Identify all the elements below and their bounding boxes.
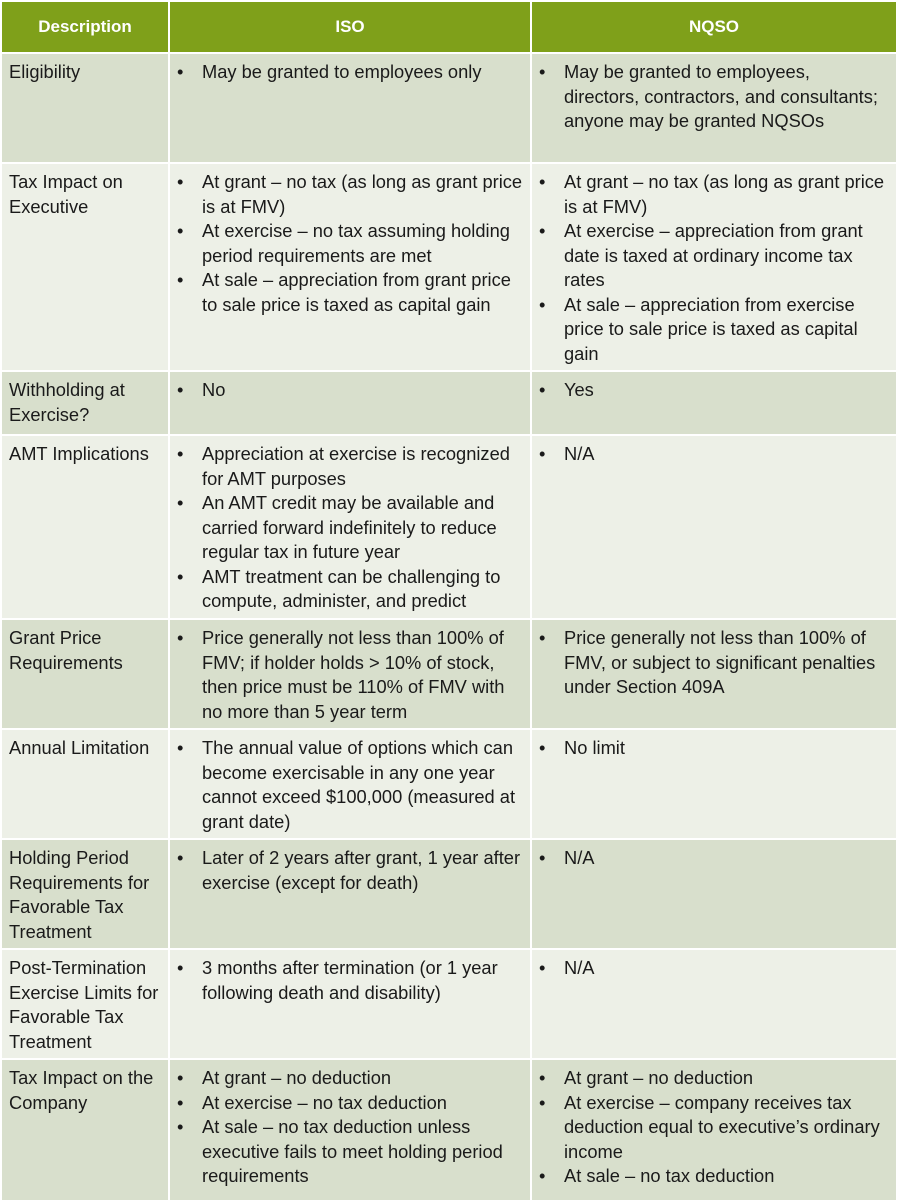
iso-bullet-list <box>177 1066 524 1189</box>
nqso-bullet-list <box>539 442 890 467</box>
cell-iso <box>169 949 531 1059</box>
bullet-item: • At grant – no deduction <box>539 1066 890 1091</box>
bullet-item: • An AMT credit may be available and carried forward indefinitely to reduce regular tax in future year <box>177 491 524 565</box>
cell-iso <box>169 1059 531 1201</box>
row-description: Annual Limitation <box>1 729 169 839</box>
nqso-bullet-list <box>539 1066 890 1189</box>
bullet-item: • Price generally not less than 100% of FMV, or subject to significant penalties under Section 409A <box>539 626 890 700</box>
iso-bullet-list <box>177 170 524 317</box>
cell-nqso <box>531 53 897 163</box>
table-row <box>1 949 897 1059</box>
table-row <box>1 163 897 371</box>
bullet-item: • At sale – appreciation from exercise price to sale price is taxed as capital gain <box>539 293 890 367</box>
header-iso: ISO <box>169 1 531 53</box>
bullet-item: • At grant – no tax (as long as grant price is at FMV) <box>539 170 890 219</box>
table-row <box>1 371 897 435</box>
cell-nqso <box>531 839 897 949</box>
header-nqso: NQSO <box>531 1 897 53</box>
header-description: Description <box>1 1 169 53</box>
table-row <box>1 729 897 839</box>
bullet-item: • No limit <box>539 736 890 761</box>
table-body <box>1 53 897 1201</box>
row-description: Withholding at Exercise? <box>1 371 169 435</box>
iso-bullet-list <box>177 60 524 85</box>
bullet-item: • N/A <box>539 956 890 981</box>
table-row <box>1 619 897 729</box>
cell-iso <box>169 435 531 619</box>
iso-bullet-list <box>177 378 524 403</box>
bullet-item: • At exercise – no tax assuming holding period requirements are met <box>177 219 524 268</box>
row-description: Eligibility <box>1 53 169 163</box>
bullet-item: • Appreciation at exercise is recognized for AMT purposes <box>177 442 524 491</box>
bullet-item: • No <box>177 378 524 403</box>
bullet-item: • At exercise – company receives tax deduction equal to executive’s ordinary income <box>539 1091 890 1165</box>
bullet-item: • At sale – no tax deduction unless executive fails to meet holding period requirements <box>177 1115 524 1189</box>
bullet-item: • At exercise – no tax deduction <box>177 1091 524 1116</box>
nqso-bullet-list <box>539 736 890 761</box>
nqso-bullet-list <box>539 846 890 871</box>
cell-nqso <box>531 371 897 435</box>
bullet-item: • At grant – no tax (as long as grant price is at FMV) <box>177 170 524 219</box>
header-row <box>1 1 897 53</box>
cell-iso <box>169 729 531 839</box>
bullet-item: • N/A <box>539 846 890 871</box>
row-description: AMT Implications <box>1 435 169 619</box>
bullet-item: • At sale – no tax deduction <box>539 1164 890 1189</box>
cell-iso <box>169 53 531 163</box>
cell-iso <box>169 619 531 729</box>
bullet-item: • Yes <box>539 378 890 403</box>
row-description: Holding Period Requirements for Favorable Tax Treatment <box>1 839 169 949</box>
bullet-item: • At exercise – appreciation from grant date is taxed at ordinary income tax rates <box>539 219 890 293</box>
bullet-item: • Later of 2 years after grant, 1 year after exercise (except for death) <box>177 846 524 895</box>
cell-nqso <box>531 619 897 729</box>
cell-iso <box>169 163 531 371</box>
cell-iso <box>169 371 531 435</box>
table-row <box>1 1059 897 1201</box>
row-description: Tax Impact on the Company <box>1 1059 169 1201</box>
bullet-item: • 3 months after termination (or 1 year following death and disability) <box>177 956 524 1005</box>
cell-nqso <box>531 1059 897 1201</box>
bullet-item: • At grant – no deduction <box>177 1066 524 1091</box>
bullet-item: • AMT treatment can be challenging to compute, administer, and predict <box>177 565 524 614</box>
iso-bullet-list <box>177 626 524 724</box>
nqso-bullet-list <box>539 626 890 700</box>
cell-nqso <box>531 729 897 839</box>
bullet-item: • The annual value of options which can become exercisable in any one year cannot exceed $100,000 (measured at grant date) <box>177 736 524 834</box>
iso-bullet-list <box>177 956 524 1005</box>
iso-bullet-list <box>177 442 524 614</box>
nqso-bullet-list <box>539 956 890 981</box>
table-row <box>1 435 897 619</box>
cell-iso <box>169 839 531 949</box>
nqso-bullet-list <box>539 170 890 366</box>
bullet-item: • May be granted to employees only <box>177 60 524 85</box>
cell-nqso <box>531 435 897 619</box>
cell-nqso <box>531 163 897 371</box>
row-description: Post-Termination Exercise Limits for Favorable Tax Treatment <box>1 949 169 1059</box>
iso-bullet-list <box>177 846 524 895</box>
row-description: Tax Impact on Executive <box>1 163 169 371</box>
table-row <box>1 839 897 949</box>
iso-bullet-list <box>177 736 524 834</box>
row-description: Grant Price Requirements <box>1 619 169 729</box>
bullet-item: • Price generally not less than 100% of FMV; if holder holds > 10% of stock, then price must be 110% of FMV with no more than 5 year term <box>177 626 524 724</box>
table-row <box>1 53 897 163</box>
cell-nqso <box>531 949 897 1059</box>
nqso-bullet-list <box>539 60 890 134</box>
bullet-item: • N/A <box>539 442 890 467</box>
nqso-bullet-list <box>539 378 890 403</box>
bullet-item: • May be granted to employees, directors, contractors, and consultants; anyone may be granted NQSOs <box>539 60 890 134</box>
bullet-item: • At sale – appreciation from grant price to sale price is taxed as capital gain <box>177 268 524 317</box>
